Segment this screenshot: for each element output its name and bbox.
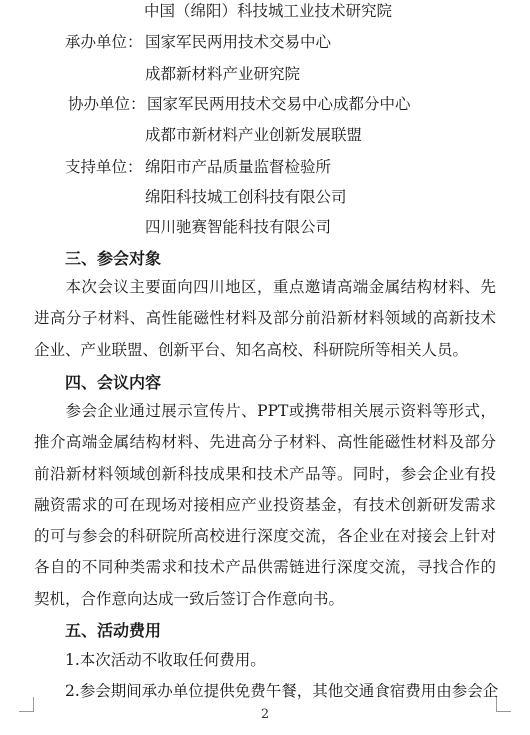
org-row-6-value: 绵阳科技城工创科技有限公司: [145, 188, 347, 206]
page-number: 2: [260, 707, 270, 722]
section-3-paragraph: [34, 272, 496, 366]
org-row-7-value: 四川驰赛智能科技有限公司: [145, 218, 332, 236]
org-row-4-value: 成都市新材料产业创新发展联盟: [145, 126, 363, 144]
org-row-2-value: 成都新材料产业研究院: [145, 65, 301, 83]
section-5-item-1: 1.本次活动不收取任何费用。: [65, 651, 266, 669]
section-4-heading: 四、会议内容: [65, 373, 162, 392]
org-row-5-value: 绵阳市产品质量监督检验所: [145, 158, 332, 176]
org-row-3-value: 国家军民两用技术交易中心成都分中心: [147, 95, 411, 113]
org-row-3-label: 协办单位：: [68, 95, 146, 113]
section-5-heading: 五、活动费用: [65, 621, 162, 640]
org-row-0-value: 中国（绵阳）科技城工业技术研究院: [144, 2, 393, 20]
section-5-item-2: 2.参会期间承办单位提供免费午餐，其他交通食宿费用由参会企: [65, 682, 499, 700]
org-row-5-label: 支持单位：: [65, 158, 143, 176]
section-3-heading: 三、参会对象: [65, 249, 162, 268]
section-3-body: 本次会议主要面向四川地区，重点邀请高端金属结构材料、先进高分子材料、高性能磁性材料及部分前沿新材料领域的高新技术企业、产业联盟、创新平台、知名高校、科研院所等相关人员。: [34, 278, 496, 359]
section-4-body: 参会企业通过展示宣传片、PPT或携带相关展示资料等形式，推介高端金属结构材料、先进高分子材料、高性能磁性材料及部分前沿新材料领域创新科技成果和技术产品等。同时，参会企业有投融资需求的可在现场对接相应产业投资基金，有技术创新研发需求的可与参会的科研院所高校进行深度交流，各企业在对接会上针对各自的不同种类需求和技术产品供需链进行深度交流，寻找合作的契机，合作意向达成一致后签订合作意向书。: [34, 402, 496, 608]
section-4-paragraph: [34, 396, 496, 615]
org-row-1-value: 国家军民两用技术交易中心: [145, 33, 332, 51]
org-row-1-label: 承办单位：: [65, 33, 143, 51]
